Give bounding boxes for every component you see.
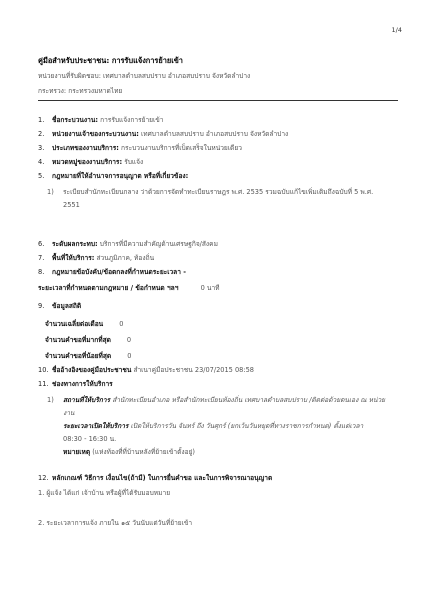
item-value: รับแจ้ง <box>122 158 144 166</box>
channel-details <box>63 394 388 459</box>
item-label: กฎหมายข้อบังคับ/ข้อตกลงที่กำหนดระยะเวลา - <box>52 268 186 276</box>
item-channels: 11. ช่องทางการให้บริการ <box>38 380 113 388</box>
ministry-line: กระทรวง: กระทรวงมหาดไทย <box>38 87 123 95</box>
deadline-label: ระยะเวลาที่กำหนดตามกฎหมาย / ข้อกำหนด ฯลฯ <box>38 284 179 292</box>
item-label: หมวดหมู่ของงานบริการ: <box>52 158 123 166</box>
criteria-line-2: 2. ระยะเวลาการแจ้ง ภายใน ๑๕ วันนับแต่วันที่ย้ายเข้า <box>38 519 193 527</box>
item-value: ส่วนภูมิภาค, ท้องถิ่น <box>94 254 155 262</box>
item-service-category: 4. หมวดหมู่ของงานบริการ: รับแจ้ง <box>38 158 144 166</box>
stats-min: จำนวนคำขอที่น้อยที่สุด 0 <box>45 352 132 360</box>
deadline-value: 0 นาที <box>200 284 220 292</box>
item-value: บริการที่มีความสำคัญด้านเศรษฐกิจ/สังคม <box>97 240 218 248</box>
header-divider <box>38 100 398 101</box>
item-service-type: 3. ประเภทของงานบริการ: กระบวนงานบริการที่เบ็ดเสร็จในหน่วยเดียว <box>38 144 242 152</box>
deadline-row <box>38 284 220 293</box>
item-value: เทศบาลตำบลสบปราบ อำเภอสบปราบ จังหวัดลำปาง <box>138 130 289 138</box>
item-label: ระดับผลกระทบ: <box>52 240 98 248</box>
item-label: ชื่อกระบวนงาน: <box>52 116 98 124</box>
item-process-name: 1. ชื่อกระบวนงาน: การรับแจ้งการย้ายเข้า <box>38 116 164 124</box>
service-time: 08:30 - 16:30 น. <box>63 435 117 443</box>
item-label: พื้นที่ให้บริการ: <box>52 254 95 262</box>
channel-number: 1) <box>47 396 54 404</box>
service-hours: ระยะเวลาเปิดให้บริการ เปิดให้บริการวัน จันทร์ ถึง วันศุกร์ (ยกเว้นวันหยุดที่ทางราชการกำหนด) ตั้งแต่เวลา <box>63 422 364 430</box>
stats-average: จำนวนเฉลี่ยต่อเดือน 0 <box>45 320 124 328</box>
item-criteria: 12. หลักเกณฑ์ วิธีการ เงื่อนไข(ถ้ามี) ในการยื่นคำขอ และในการพิจารณาอนุญาต <box>38 474 273 482</box>
item-service-area: 7. พื้นที่ให้บริการ: ส่วนภูมิภาค, ท้องถิ่น <box>38 254 155 262</box>
item-reference: 10. ชื่ออ้างอิงของคู่มือประชาชน สำเนาคู่มือประชาชน 23/07/2015 08:58 <box>38 366 254 374</box>
service-place: สถานที่ให้บริการ สำนักทะเบียนอำเภอ หรือสำนักทะเบียนท้องถิ่น เทศบาลตำบลสบปราบ /ติดต่อด้วยตนเอง ณ หน่วยงาน <box>63 396 386 417</box>
item-impact-level: 6. ระดับผลกระทบ: บริการที่มีความสำคัญด้านเศรษฐกิจ/สังคม <box>38 240 218 248</box>
item-value: การรับแจ้งการย้ายเข้า <box>97 116 164 124</box>
service-note: หมายเหตุ (แห่งท้องที่ที่บ้านหลังที่ย้ายเข้าตั้งอยู่) <box>63 448 195 456</box>
page-number: 1/4 <box>391 26 402 34</box>
item-owner-agency: 2. หน่วยงานเจ้าของกระบวนงาน: เทศบาลตำบลสบปราบ อำเภอสบปราบ จังหวัดลำปาง <box>38 130 289 138</box>
item-label: ประเภทของงานบริการ: <box>52 144 119 152</box>
item-label: กฎหมายที่ให้อำนาจการอนุญาต หรือที่เกี่ยวข้อง: <box>52 172 189 180</box>
law-text: ระเบียบสำนักทะเบียนกลาง ว่าด้วยการจัดทำทะเบียนราษฎร พ.ศ. 2535 รวมฉบับแก้ไขเพิ่มเติมถึงฉบับที่ 5 พ.ศ. 2551 <box>63 188 374 209</box>
criteria-line-1: 1. ผู้แจ้ง ได้แก่ เจ้าบ้าน หรือผู้ที่ได้รับมอบหมาย <box>38 489 171 497</box>
stats-max: จำนวนคำขอที่มากที่สุด 0 <box>45 336 132 344</box>
stats-heading: 9. ข้อมูลสถิติ <box>38 302 82 310</box>
document-title: คู่มือสำหรับประชาชน: การรับแจ้งการย้ายเข้า <box>38 56 183 65</box>
item-value: กระบวนงานบริการที่เบ็ดเสร็จในหน่วยเดียว <box>118 144 242 152</box>
item-label: หน่วยงานเจ้าของกระบวนงาน: <box>52 130 139 138</box>
law-number: 1) <box>47 188 54 196</box>
item-legal-basis: 5. กฎหมายที่ให้อำนาจการอนุญาต หรือที่เกี่ยวข้อง: <box>38 172 189 180</box>
agency-line: หน่วยงานที่รับผิดชอบ: เทศบาลตำบลสบปราบ อำเภอสบปราบ จังหวัดลำปาง <box>38 72 251 80</box>
item-regulation: 8. กฎหมายข้อบังคับ/ข้อตกลงที่กำหนดระยะเวลา - <box>38 268 186 276</box>
